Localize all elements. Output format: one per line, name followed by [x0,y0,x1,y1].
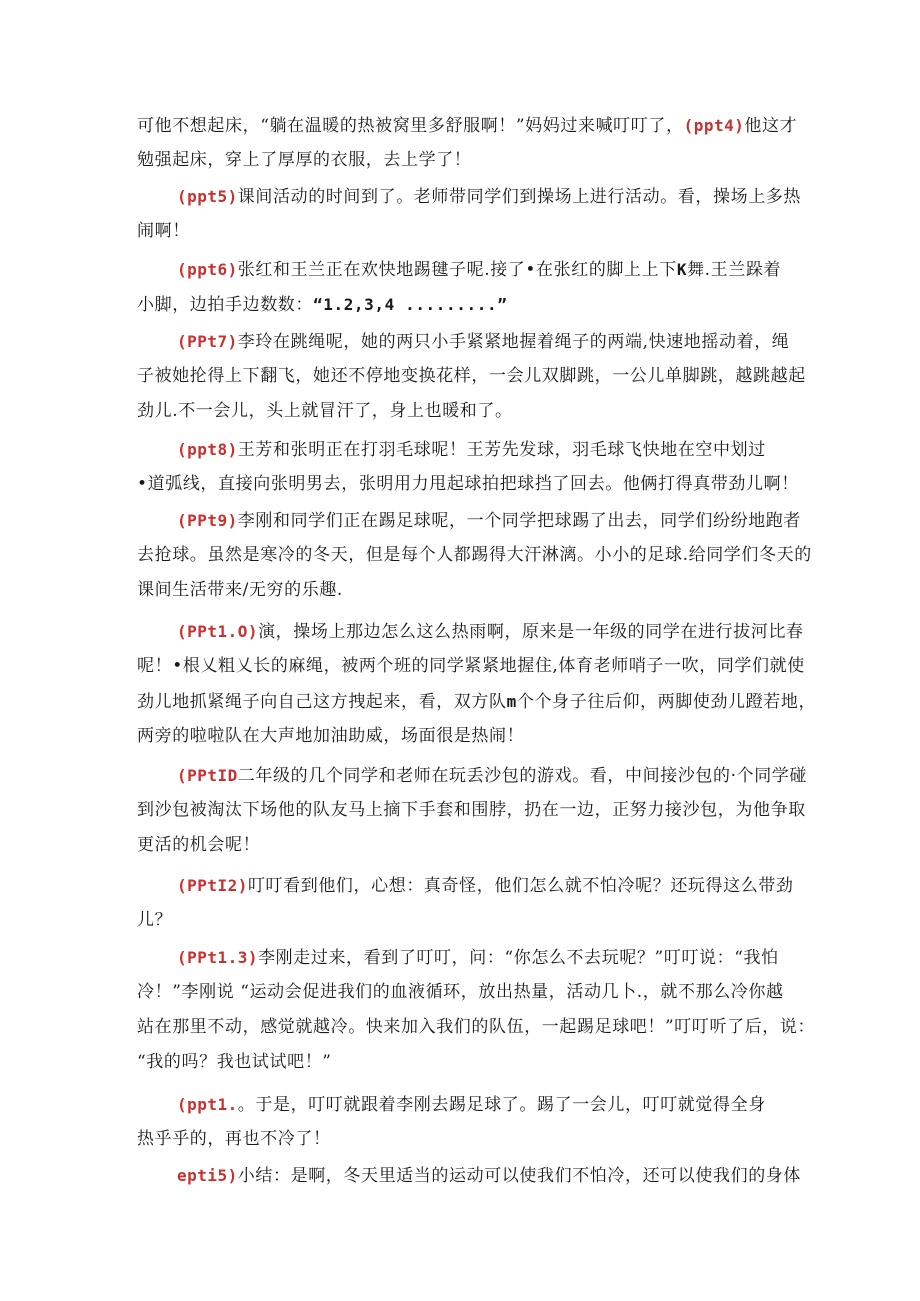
text-run: K [676,260,688,279]
paragraph-line: 热乎乎的，再也不冷了！ [137,1129,331,1149]
text-run: 演，操场上那边怎么这么热雨啊，原来是一年级的同学在进行拔河比春 [258,622,804,642]
paragraph-line [137,432,787,467]
paragraph-line [137,614,804,649]
text-run: 李刚和同学们正在踢足球呢，一个同学把球踢了出去，同学们纷纷地跑者 [237,511,801,531]
text-run: 二年级的几个同学和老师在玩丢沙包的游戏。看，中间接沙包的·个同学碰 [237,766,807,786]
paragraph-line [137,940,787,975]
paragraph-line [137,179,801,214]
paragraph-line: “我的吗？我也试试吧！” [137,1052,332,1072]
paragraph-6 [137,503,812,608]
slide-marker: (PPt9) [177,511,238,530]
paragraph-line: 到沙包被淘汰下场他的队友马上摘下手套和围脖，扔在一边，正努力接沙包，为他争取 [137,800,806,820]
paragraph-line [137,1087,787,1122]
paragraph-12 [137,1158,801,1193]
paragraph-4 [137,324,806,429]
slide-marker: (PPtI2) [177,876,248,895]
paragraph-1 [137,108,798,178]
paragraph-line [137,684,817,719]
slide-marker: (PPt1.O) [177,622,259,641]
slide-marker: (ppt4) [683,116,745,135]
paragraph-line: 两旁的啦啦队在大声地加油助威，场面很是热闹！ [137,726,525,746]
paragraph-line [137,287,787,322]
text-run: 于是，叮叮就跟着李刚去踢足球了。踢了一会儿，叮叮就觉得全身 [255,1095,766,1115]
text-run: 他这才 [744,116,798,136]
paragraph-line [137,758,807,793]
paragraph-line: 课间生活带来/无穷的乐趣. [137,580,343,600]
paragraph-9 [137,868,794,938]
text-run: 王芳和张明正在打羽毛球呢！王芳先发球，羽毛球飞快地在空中划过 [237,440,766,460]
slide-marker: (ppt6) [177,260,238,279]
paragraph-line: 儿？ [137,910,173,930]
counting-text: “1.2,3,4 .........” [313,295,508,314]
text-run: 劲儿地抓紧绳子向自己这方拽起来，看，双方队 [137,692,507,712]
paragraph-line [137,503,801,538]
paragraph-line: 呢！•根乂粗乂长的麻绳，被两个班的同学紧紧地握住,体育老师哨子一吹，同学们就使 [137,656,805,676]
paragraph-line: 勉强起床，穿上了厚厚的衣服，去上学了！ [137,150,472,170]
paragraph-7 [137,614,817,754]
text-run: 可他不想起床，“躺在温暖的热被窝里多舒服啊！”妈妈过来喊叮叮了， [137,116,684,136]
text-run: 。 [237,1095,256,1115]
paragraph-11 [137,1087,787,1157]
paragraph-line: 冷！”李刚说 “运动会促进我们的血液循环，放出热量，活动几卜.，就不那么冷你越 [137,982,784,1002]
text-run: 舞.王兰跺着 [687,260,782,280]
paragraph-line: 站在那里不动，感觉就越冷。快来加入我们的队伍，一起踢足球吧！”叮叮听了后，说： [137,1017,816,1037]
paragraph-line [137,108,798,143]
paragraph-5 [137,432,799,502]
slide-marker: (ppt8) [177,440,238,459]
text-run: 叮叮看到他们，心想：真奇怪，他们怎么就不怕冷呢？还玩得这么带劲 [247,876,794,896]
paragraph-line: •道弧线，直接向张明男去，张明用力甩起球拍把球挡了回去。他俩打得真带劲儿啊！ [137,474,799,494]
slide-marker: (PPt1.3) [177,948,259,967]
text-run: 张红和王兰正在欢快地踢毽子呢.接了•在张红的脚上上下 [237,260,677,280]
paragraph-line [137,324,790,359]
text-run: 小结：是啊，冬天里适当的运动可以使我们不怕冷，还可以使我们的身体 [237,1166,801,1186]
text-run: 个个身子往后仰，两脚使劲儿蹬若地， [516,692,817,712]
paragraph-line [137,1158,801,1193]
slide-marker: (PPtID [177,766,238,785]
slide-marker: epti5) [177,1166,238,1185]
slide-marker: (PPt7) [177,332,238,351]
paragraph-line: 更活的机会呢！ [137,835,261,855]
text-run: 课间活动的时间到了。老师带同学们到操场上进行活动。看，操场上多热 [237,187,801,207]
paragraph-line: 去抢球。虽然是寒冷的冬天，但是每个人都踢得大汗淋漓。小小的足球.给同学们冬天的 [137,545,812,565]
paragraph-line: 劲儿.不一会儿，头上就冒汗了，身上也暖和了。 [137,401,513,421]
paragraph-3 [137,252,787,322]
paragraph-10 [137,940,816,1080]
text-run: 李玲在跳绳呢，她的两只小手紧紧地握着绳子的两端,快速地摇动着，绳 [237,332,790,352]
slide-marker: (ppt1. [177,1095,238,1114]
slide-marker: (ppt5) [177,187,238,206]
paragraph-2 [137,179,801,249]
paragraph-line [137,868,794,903]
paragraph-line: 子被她抡得上下翻飞，她还不停地变换花样，一会儿双脚跳，一公儿单脚跳，越跳越起 [137,366,806,386]
paragraph-line: 闹啊！ [137,221,190,241]
paragraph-line [137,252,787,287]
paragraph-8 [137,758,807,863]
text-run: m [506,692,517,711]
text-run: 李刚走过来，看到了叮叮，问：“你怎么不去玩呢？”叮叮说：“我怕 [258,948,779,968]
text-run: 小脚，边拍手边数数： [137,295,313,315]
